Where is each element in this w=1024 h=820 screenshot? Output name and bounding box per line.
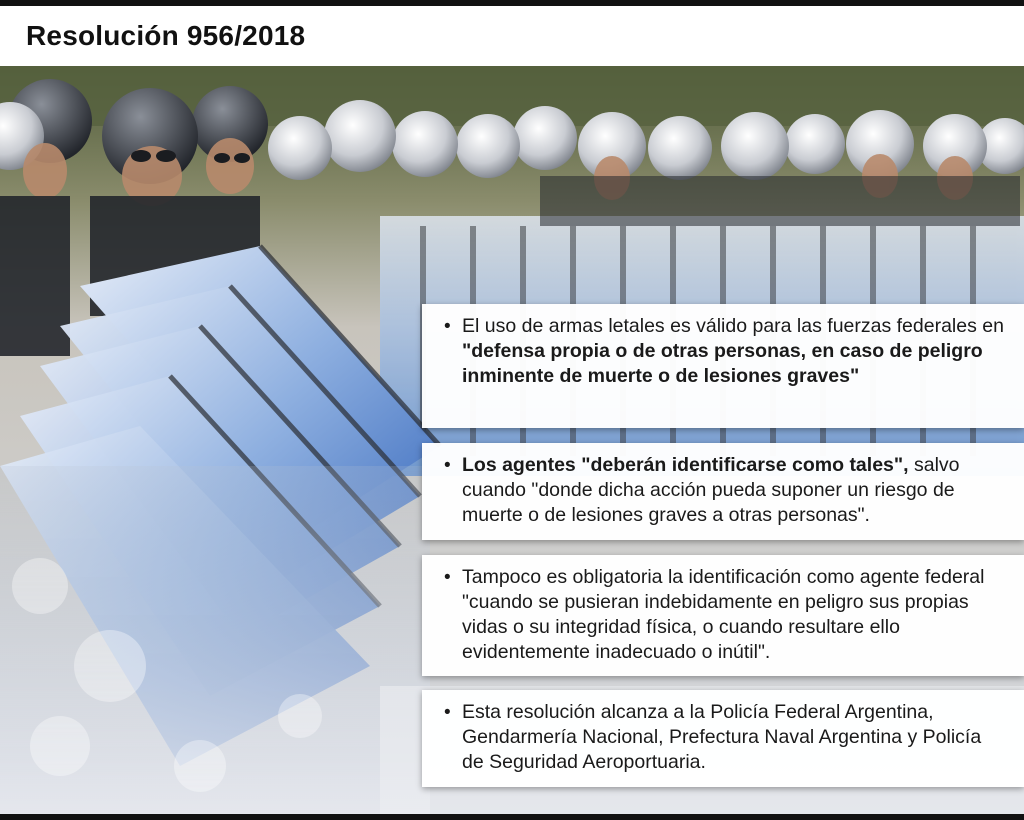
bullet-icon: • bbox=[444, 702, 451, 723]
info-box-exception bbox=[422, 555, 1024, 676]
info-text-bold: Los agentes "deberán identificarse como tales", bbox=[462, 454, 909, 476]
bottom-rule bbox=[0, 814, 1024, 820]
top-rule bbox=[0, 0, 1024, 6]
info-text-regular: salvo cuando "donde dicha acción pueda suponer un riesgo de muerte o de lesiones graves a otras personas". bbox=[462, 454, 960, 526]
bullet-icon: • bbox=[444, 455, 451, 476]
info-text bbox=[462, 565, 1004, 665]
info-text-bold: "defensa propia o de otras personas, en caso de peligro inminente de muerte o de lesiones graves" bbox=[462, 340, 983, 387]
info-text-regular: Tampoco es obligatoria la identificación como agente federal "cuando se pusieran indebidamente en peligro sus propias vidas o su integridad física, o cuando resultare ello evidentemente inadecuado o inútil". bbox=[462, 566, 985, 663]
bullet-icon: • bbox=[444, 567, 451, 588]
info-text bbox=[462, 453, 1004, 528]
info-box-identification bbox=[422, 443, 1024, 540]
info-text bbox=[462, 314, 1004, 389]
info-text-regular: El uso de armas letales es válido para las fuerzas federales en bbox=[462, 315, 1004, 337]
info-text-regular: Esta resolución alcanza a la Policía Federal Argentina, Gendarmería Nacional, Prefectura Naval Argentina y Policía de Seguridad Aeroportuaria. bbox=[462, 701, 982, 773]
page-title: Resolución 956/2018 bbox=[26, 20, 306, 51]
bullet-icon: • bbox=[444, 316, 451, 337]
info-box-scope bbox=[422, 690, 1024, 787]
info-text bbox=[462, 700, 1004, 775]
info-box-lethal-weapons bbox=[422, 304, 1024, 428]
